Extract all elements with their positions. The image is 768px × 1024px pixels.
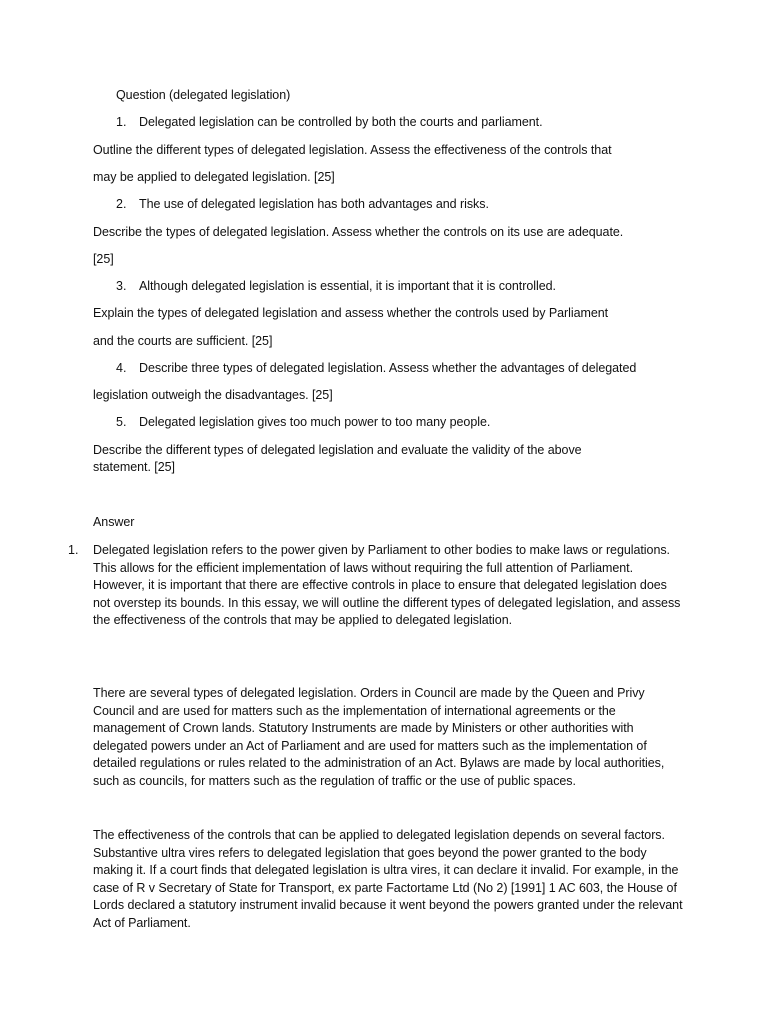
question-statement: The use of delegated legislation has both advantages and risks.	[139, 197, 489, 211]
answer-paragraph: There are several types of delegated legislation. Orders in Council are made by the Queen and Privy Council and are used for matters such as the implementation of international agreements or the management of Crown lands. Statutory Instruments are made by Ministers or other authorities with delegated powers under an Act of Parliament and are used for matters such as the implementation of detailed regulations or rules related to the administration of an Act. Bylaws are made by local authorities, such as councils, for matters such as the regulation of traffic or the use of public spaces.	[93, 686, 665, 788]
question-task-line: Describe the different types of delegated legislation and evaluate the validity of the above	[93, 443, 582, 457]
question-statement: Describe three types of delegated legislation. Assess whether the advantages of delegated	[139, 361, 637, 375]
answer-heading: Answer	[93, 515, 135, 529]
answer-paragraph: The effectiveness of the controls that can be applied to delegated legislation depends on several factors. Substantive ultra vires refers to delegated legislation that goes beyond the power granted to the body making it. If a court finds that delegated legislation is ultra vires, it can declare it invalid. For example, in the case of R v Secretary of State for Transport, ex parte Factortame Ltd (No 2) [1991] 1 AC 603, the House of Lords declared a statutory instrument invalid because it went beyond the powers granted under the relevant Act of Parliament.	[93, 828, 683, 930]
question-task-line: legislation outweigh the disadvantages. [25]	[93, 388, 333, 402]
question-statement: Delegated legislation can be controlled by both the courts and parliament.	[139, 115, 543, 129]
question-number: 3.	[116, 279, 127, 293]
question-statement: Delegated legislation gives too much power to too many people.	[139, 415, 491, 429]
question-number: 4.	[116, 361, 127, 375]
answer-number: 1.	[68, 543, 79, 557]
question-heading: Question (delegated legislation)	[116, 88, 291, 102]
question-task-line: Describe the types of delegated legislation. Assess whether the controls on its use are adequate.	[93, 225, 624, 239]
question-task-line: may be applied to delegated legislation. [25]	[93, 170, 335, 184]
question-task-line: Explain the types of delegated legislation and assess whether the controls used by Parliament	[93, 306, 609, 320]
question-task-line: [25]	[93, 252, 114, 266]
question-number: 1.	[116, 115, 127, 129]
question-task-line: and the courts are sufficient. [25]	[93, 334, 273, 348]
question-task-line: Outline the different types of delegated legislation. Assess the effectiveness of the controls that	[93, 143, 612, 157]
question-number: 2.	[116, 197, 127, 211]
question-task-line: statement. [25]	[93, 460, 175, 474]
question-statement: Although delegated legislation is essential, it is important that it is controlled.	[139, 279, 556, 293]
answer-paragraph: Delegated legislation refers to the power given by Parliament to other bodies to make laws or regulations. This allows for the efficient implementation of laws without requiring the full attention of Parliament. However, it is important that there are effective controls in place to ensure that delegated legislation does not overstep its bounds. In this essay, we will outline the different types of delegated legislation, and assess the effectiveness of the controls that may be applied to delegated legislation.	[93, 543, 681, 627]
question-number: 5.	[116, 415, 127, 429]
